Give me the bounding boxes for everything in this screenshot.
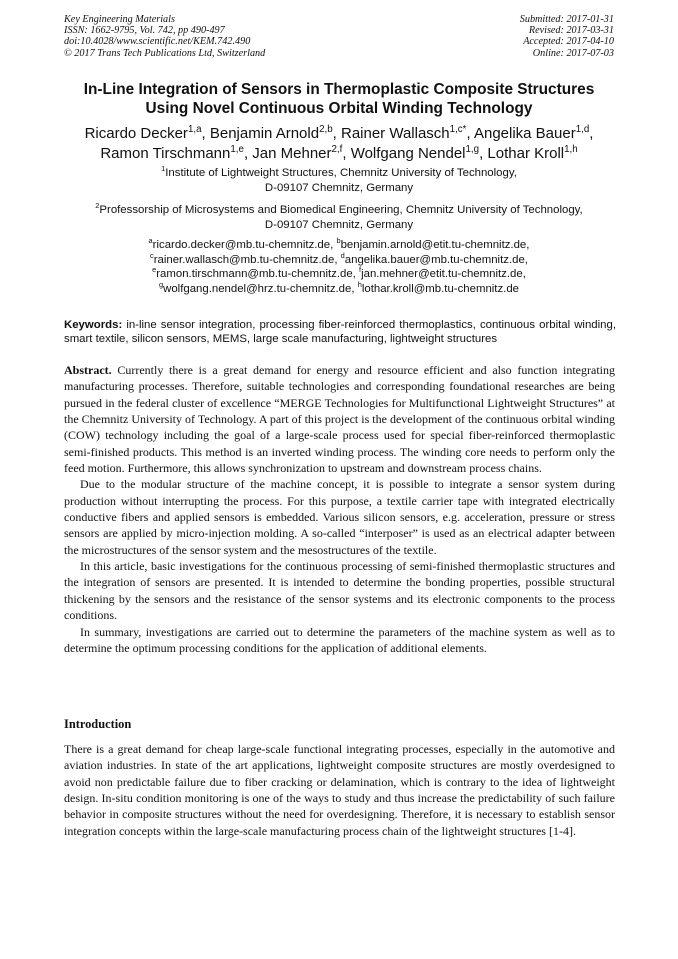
- affiliation-line: D-09107 Chemnitz, Germany: [264, 182, 414, 194]
- author-name: Ramon Tirschmann: [100, 144, 231, 162]
- journal-name: Key Engineering Materials: [64, 14, 175, 25]
- author-line-2: [30, 144, 648, 164]
- author-name: Angelika Bauer: [473, 125, 576, 142]
- email-link[interactable]: ramon.tirschmann@mb.tu-chemnitz.de: [156, 268, 353, 281]
- author-name: Lothar Kroll: [487, 144, 565, 162]
- author-sep: ,: [466, 125, 474, 142]
- email-link[interactable]: angelika.bauer@mb.tu-chemnitz.de: [344, 253, 525, 266]
- author-list: [30, 124, 648, 163]
- author-name: Jan Mehner: [252, 144, 332, 162]
- author-sup: 1,d: [575, 124, 590, 135]
- email-sup: a: [148, 236, 153, 246]
- email-link[interactable]: benjamin.arnold@etit.tu-chemnitz.de: [340, 239, 527, 251]
- email-sup: g: [159, 279, 164, 289]
- author-sup: 1,h: [564, 143, 578, 155]
- author-name: Benjamin Arnold: [209, 125, 320, 142]
- author-line-1: [30, 124, 648, 144]
- email-sup: f: [359, 265, 362, 275]
- affiliation-2: [40, 203, 638, 233]
- email-sep: ,: [330, 239, 337, 251]
- author-sup: 1,g: [465, 143, 480, 155]
- author-name: Wolfgang Nendel: [350, 144, 466, 162]
- email-sep: ,: [334, 253, 341, 266]
- email-sep: ,: [351, 282, 358, 295]
- affiliation-1: [40, 166, 638, 196]
- author-sup: 2,b: [319, 124, 333, 135]
- keywords-block: [64, 318, 616, 347]
- journal-info: [64, 14, 265, 59]
- email-link[interactable]: wolfgang.nendel@hrz.tu-chemnitz.de: [163, 282, 352, 295]
- keywords-text: in-line sensor integration, processing fiber-reinforced thermoplastics, continuous orbital winding, smart textile, silicon sensors, MEMS, large scale manufacturing, lightweight structures: [64, 319, 616, 346]
- abstract-paragraph: In this article, basic investigations for the continuous processing of semi-finished thermoplastic structures and the integration of sensors are presented. It is intended to determine the bonding properties, possible structural thickening by the sensors and the resistance of the sensor systems and its electronic components to the process conditions.: [64, 559, 615, 623]
- introduction-section: [64, 741, 615, 839]
- author-sup: 1,c*: [449, 124, 467, 135]
- paper-title: [40, 80, 638, 118]
- issn-line: ISSN: 1662-9795, Vol. 742, pp 490-497: [64, 25, 225, 37]
- author-sup: 1,a: [187, 124, 202, 135]
- email-sep: ,: [526, 239, 530, 251]
- affiliation-line: D-09107 Chemnitz, Germany: [264, 219, 414, 231]
- title-line-2: Using Novel Continuous Orbital Winding Technology: [145, 100, 533, 117]
- email-link[interactable]: lothar.kroll@mb.tu-chemnitz.de: [361, 282, 519, 295]
- keywords-label: Keywords:: [64, 319, 123, 331]
- author-sep: ,: [243, 144, 253, 162]
- email-link[interactable]: rainer.wallasch@mb.tu-chemnitz.de: [153, 253, 335, 266]
- author-sep: ,: [589, 125, 594, 142]
- author-sup: 1,e: [230, 143, 244, 155]
- author-name: Rainer Wallasch: [340, 125, 450, 142]
- submitted-date: Submitted: 2017-01-31: [519, 14, 614, 25]
- email-sup: c: [150, 250, 154, 260]
- author-sep: ,: [342, 144, 351, 162]
- email-sup: e: [152, 265, 157, 275]
- email-sup: h: [357, 279, 362, 289]
- abstract-text: Currently there is a great demand for energy and resource efficient and also function integrating manufacturing processes. Therefore, suitable technologies and corresponding foundational researches are being pursued in the federal cluster of excellence “MERGE Technologies for Multifunctional Lightweight Structures” at the Chemnitz University of Technology. A part of this project is the development of the continuous orbital winding (COW) technology including the goal of a large-scale process used for special fiber-reinforced thermoplastic semi-finished products. This method is an inverted winding process. The winding core needs to perform only the feed motion. Furthermore, this allows synchronization to upstream and downstream process chains.: [64, 363, 615, 476]
- author-sup: 2,f: [331, 143, 343, 155]
- introduction-paragraph: There is a great demand for cheap large-scale functional integrating processes, especially in the automotive and aviation industries. In state of the art applications, lightweight composite structures are mostly overdesigned to avoid non predictable failure due to fiber cracking or delamination, which is contrary to the idea of lightweight design. In-situ condition monitoring is one of the ways to study and thus increase the predictability of such failure behavior in composite structures without the need for overdesigning. Therefore, it is necessary to establish sensor integration concepts within the large-scale manufacturing process chain of the lightweight structures [1-4].: [64, 742, 615, 838]
- section-heading-introduction: Introduction: [64, 717, 132, 731]
- revised-date: Revised: 2017-03-31: [528, 25, 614, 37]
- author-name: Ricardo Decker: [84, 125, 188, 142]
- email-sep: ,: [522, 268, 526, 281]
- email-sup: d: [340, 250, 345, 260]
- author-sep: ,: [332, 125, 341, 142]
- abstract-section: [64, 362, 615, 656]
- doi-line: doi:10.4028/www.scientific.net/KEM.742.490: [64, 36, 251, 48]
- abstract-paragraph: In summary, investigations are carried out to determine the parameters of the machine system as well as to determine the optimum processing conditions for the application of additional elements.: [64, 624, 615, 655]
- email-list: [40, 238, 638, 296]
- title-line-1: In-Line Integration of Sensors in Thermoplastic Composite Structures: [83, 81, 595, 98]
- email-link[interactable]: ricardo.decker@mb.tu-chemnitz.de: [152, 239, 331, 251]
- email-link[interactable]: jan.mehner@etit.tu-chemnitz.de: [361, 268, 523, 281]
- dates-info: [520, 14, 614, 59]
- affiliation-sup: 2: [95, 201, 100, 211]
- author-sep: ,: [479, 144, 488, 162]
- email-sep: ,: [352, 268, 360, 281]
- accepted-date: Accepted: 2017-04-10: [523, 36, 614, 48]
- abstract-paragraph: [64, 362, 615, 476]
- abstract-label: Abstract.: [64, 363, 112, 377]
- copyright-line: © 2017 Trans Tech Publications Ltd, Switzerland: [64, 47, 266, 59]
- email-sup: b: [336, 236, 341, 246]
- affiliation-sup: 1: [161, 164, 166, 174]
- affiliation-line: Professorship of Microsystems and Biomedical Engineering, Chemnitz University of Technology,: [99, 204, 583, 216]
- email-sep: ,: [524, 253, 528, 266]
- abstract-paragraph: Due to the modular structure of the machine concept, it is possible to integrate a sensor system during production without interrupting the process. For this purpose, a textile carrier tape with integrated electrically conductive fibers and applied sensors is embedded. Various silicon sensors, e.g. acceleration, pressure or stress sensors are applied by micro-injection molding. A so-called “interposer” is used as an electrical adapter between the microstructures of the sensor system and the mesostructures of the textile.: [64, 477, 615, 557]
- affiliation-line: Institute of Lightweight Structures, Chemnitz University of Technology,: [165, 167, 517, 179]
- author-sep: ,: [201, 125, 210, 142]
- online-date: Online: 2017-07-03: [532, 47, 614, 59]
